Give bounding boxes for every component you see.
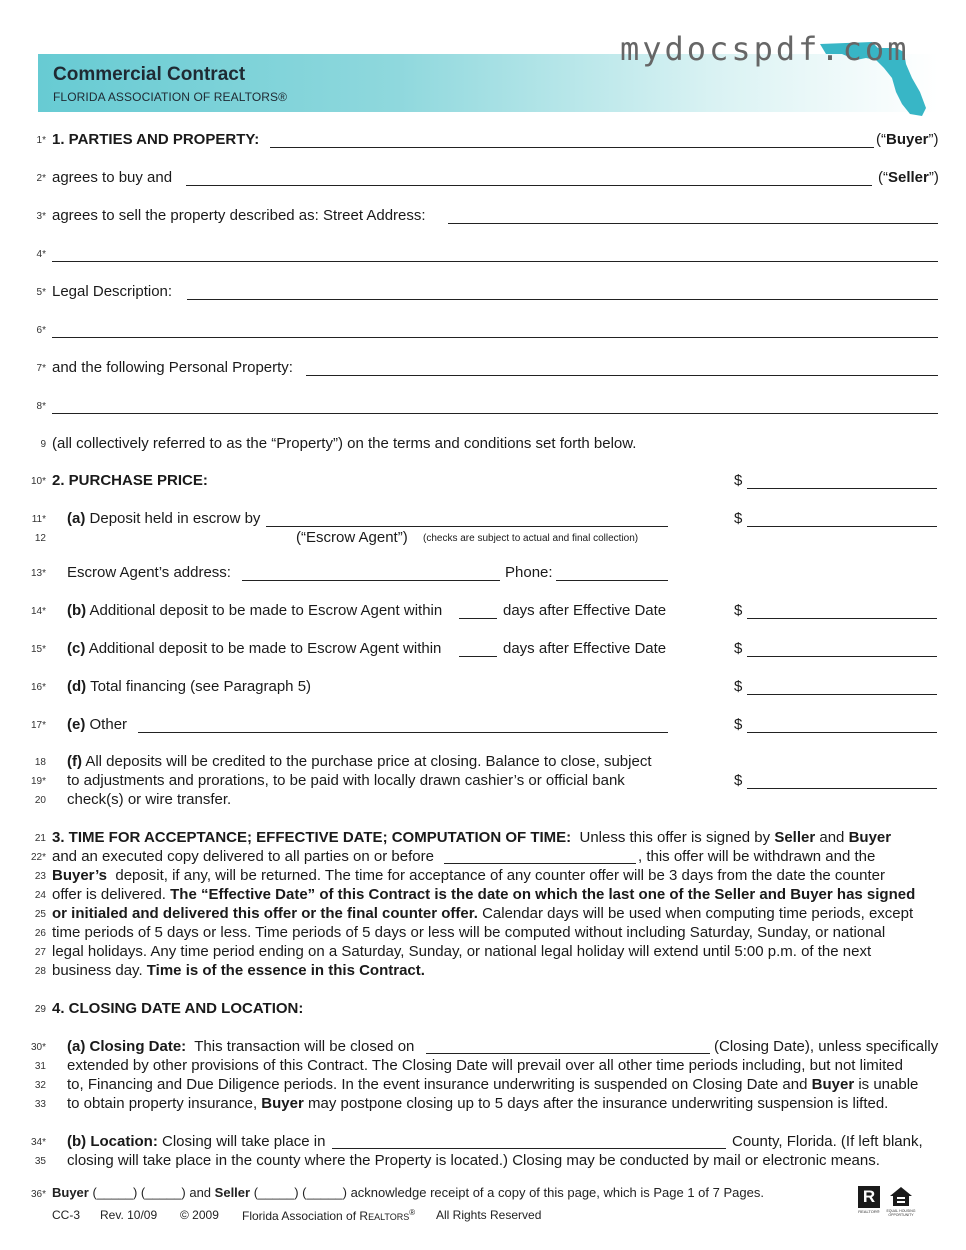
personal-property-field[interactable] xyxy=(306,375,938,376)
total-financing-field[interactable] xyxy=(747,694,937,695)
section-3-line-28: business day. Time is of the essence in this Contract. xyxy=(52,962,425,979)
section-3-line-27: legal holidays. Any time period ending on a Saturday, Sunday, or national legal holiday will extend until 5:00 p.m. of the next xyxy=(52,943,872,960)
line-number: 16* xyxy=(30,682,46,693)
line-9-text: (all collectively referred to as the “Property”) on the terms and conditions set forth below. xyxy=(52,435,637,452)
line-19-text: to adjustments and prorations, to be paid with locally drawn cashier’s or official bank xyxy=(67,772,625,789)
copyright: © 2009 xyxy=(180,1208,219,1222)
line-number: 19* xyxy=(30,776,46,787)
line-number: 14* xyxy=(30,606,46,617)
dollar-sign: $ xyxy=(734,640,743,657)
other-amount-field[interactable] xyxy=(747,732,937,733)
line-3-label: agrees to sell the property described as: Street Address: xyxy=(52,207,426,224)
dollar-sign: $ xyxy=(734,716,743,733)
line-number: 27 xyxy=(34,947,46,958)
line-number: 36* xyxy=(30,1189,46,1200)
buyer-initials-field[interactable]: (_____) (_____) xyxy=(92,1185,186,1200)
closing-county-suffix: County, Florida. (If left blank, xyxy=(732,1133,923,1150)
seller-name-field[interactable] xyxy=(186,185,872,186)
section-3-line-22b: , this offer will be withdrawn and the xyxy=(638,848,876,865)
line-number: 25 xyxy=(34,909,46,920)
line-number: 26 xyxy=(34,928,46,939)
escrow-address-field[interactable] xyxy=(242,580,500,581)
additional-deposit-days-field[interactable] xyxy=(459,618,497,619)
days-after-label: days after Effective Date xyxy=(503,602,667,619)
acceptance-date-field[interactable] xyxy=(444,863,636,864)
seller-initials-field[interactable]: (_____) (_____) xyxy=(253,1185,347,1200)
section-4-line-33: to obtain property insurance, Buyer may postpone closing up to 5 days after the insurance underwriting suspension is lifted. xyxy=(67,1095,889,1112)
line-number: 15* xyxy=(30,644,46,655)
closing-date-suffix: (Closing Date), unless specifically xyxy=(714,1038,939,1055)
line-number: 13* xyxy=(30,568,46,579)
street-address-field[interactable] xyxy=(448,223,938,224)
dollar-sign: $ xyxy=(734,678,743,695)
additional-deposit-amount-field-2[interactable] xyxy=(747,656,937,657)
line-5-label: Legal Description: xyxy=(52,283,173,300)
other-description-field[interactable] xyxy=(138,732,668,733)
line-number: 30* xyxy=(30,1042,46,1053)
line-number: 7* xyxy=(36,363,46,374)
line-number: 10* xyxy=(30,476,46,487)
line-number: 24 xyxy=(34,890,46,901)
realtor-logo-mark: R xyxy=(862,1187,876,1206)
street-address-field-2[interactable] xyxy=(52,261,938,262)
section-4-line-30: (a) Closing Date: This transaction will be closed on xyxy=(67,1038,415,1055)
line-2-label: agrees to buy and xyxy=(52,169,173,186)
line-18-text: (f) All deposits will be credited to the purchase price at closing. Balance to close, subject xyxy=(67,753,652,770)
legal-description-field[interactable] xyxy=(187,299,938,300)
seller-suffix: (“Seller”) xyxy=(878,169,939,186)
organization: Florida Association of REALTORS® xyxy=(242,1208,416,1223)
line-number: 22* xyxy=(30,852,46,863)
escrow-phone-field[interactable] xyxy=(556,580,668,581)
closing-date-field[interactable] xyxy=(426,1053,710,1054)
line-number: 18 xyxy=(34,757,46,768)
line-17-label: (e) Other xyxy=(67,716,128,733)
line-number: 1* xyxy=(36,135,46,146)
line-number: 9 xyxy=(40,439,46,450)
rights-reserved: All Rights Reserved xyxy=(436,1208,542,1222)
section-3-line-23: Buyer’s deposit, if any, will be returned. The time for acceptance of any counter offer will be 3 days from the date the counter xyxy=(52,867,885,884)
equal-housing-caption: EQUAL HOUSING OPPORTUNITY xyxy=(886,1209,916,1217)
initials-acknowledgement: Buyer (_____) (_____) and Seller (_____) (_____) acknowledge receipt of a copy of this page, which is Page 1 of 7 Pages. xyxy=(52,1185,764,1200)
line-number: 4* xyxy=(36,249,46,260)
additional-deposit-amount-field[interactable] xyxy=(747,618,937,619)
line-number: 28 xyxy=(34,966,46,977)
days-after-label: days after Effective Date xyxy=(503,640,667,657)
line-11-label: (a) Deposit held in escrow by xyxy=(67,510,261,527)
checks-note: (checks are subject to actual and final collection) xyxy=(423,533,639,544)
line-number: 5* xyxy=(36,287,46,298)
section-4-heading: 4. CLOSING DATE AND LOCATION: xyxy=(52,1000,304,1017)
section-4-line-35: closing will take place in the county where the Property is located.) Closing may be conducted by mail or electronic means. xyxy=(67,1152,880,1169)
realtor-logo xyxy=(858,1186,880,1208)
section-3-line-24: offer is delivered. The “Effective Date” of this Contract is the date on which the last one of the Seller and Buyer has signed xyxy=(52,886,916,903)
line-number: 11* xyxy=(31,514,46,525)
legal-description-field-2[interactable] xyxy=(52,337,938,338)
closing-county-field[interactable] xyxy=(332,1148,726,1149)
line-number: 31 xyxy=(34,1061,46,1072)
section-3-line-22: and an executed copy delivered to all parties on or before xyxy=(52,848,434,865)
section-4-line-34: (b) Location: Closing will take place in xyxy=(67,1133,326,1150)
section-3-line-25: or initialed and delivered this offer or the final counter offer. Calendar days will be used when computing time periods, except xyxy=(52,905,914,922)
dollar-sign: $ xyxy=(734,472,743,489)
escrow-agent-label: (“Escrow Agent”) xyxy=(296,529,408,546)
line-number: 6* xyxy=(36,325,46,336)
additional-deposit-days-field-2[interactable] xyxy=(459,656,497,657)
buyer-name-field[interactable] xyxy=(270,147,874,148)
line-20-text: check(s) or wire transfer. xyxy=(67,791,232,808)
deposit-amount-field[interactable] xyxy=(747,526,937,527)
watermark: mydocspdf.com xyxy=(620,30,910,68)
line-number: 21 xyxy=(34,833,46,844)
section-1-heading: 1. PARTIES AND PROPERTY: xyxy=(52,131,260,148)
line-number: 34* xyxy=(30,1137,46,1148)
line-number: 20 xyxy=(34,795,46,806)
line-number: 8* xyxy=(36,401,46,412)
dollar-sign: $ xyxy=(734,510,743,527)
form-title: Commercial Contract xyxy=(53,64,246,85)
line-16-label: (d) Total financing (see Paragraph 5) xyxy=(67,678,312,695)
purchase-price-field[interactable] xyxy=(747,488,937,489)
line-number: 23 xyxy=(34,871,46,882)
realtor-caption: REALTOR® xyxy=(858,1209,880,1214)
line-number: 33 xyxy=(34,1099,46,1110)
phone-label: Phone: xyxy=(505,564,553,581)
section-3-line-26: time periods of 5 days or less. Time periods of 5 days or less will be computed without including Saturday, Sunday, or national xyxy=(52,924,886,941)
line-number: 3* xyxy=(36,211,46,222)
dollar-sign: $ xyxy=(734,602,743,619)
form-subtitle: FLORIDA ASSOCIATION OF REALTORS® xyxy=(53,90,288,104)
section-2-heading: 2. PURCHASE PRICE: xyxy=(52,472,208,489)
line-number: 32 xyxy=(34,1080,46,1091)
line-number: 2* xyxy=(36,173,46,184)
line-number: 17* xyxy=(30,720,46,731)
dollar-sign: $ xyxy=(734,772,743,789)
line-15-label: (c) Additional deposit to be made to Escrow Agent within xyxy=(67,640,442,657)
line-7-label: and the following Personal Property: xyxy=(52,359,293,376)
personal-property-field-2[interactable] xyxy=(52,413,938,414)
section-4-line-32: to, Financing and Due Diligence periods. In the event insurance underwriting is suspended on Closing Date and Buyer is unable xyxy=(67,1076,919,1093)
line-14-label: (b) Additional deposit to be made to Escrow Agent within xyxy=(67,602,443,619)
revision: Rev. 10/09 xyxy=(100,1208,158,1222)
buyer-suffix: (“Buyer”) xyxy=(876,131,939,148)
line-number: 29 xyxy=(34,1004,46,1015)
section-3-line-21: 3. TIME FOR ACCEPTANCE; EFFECTIVE DATE; COMPUTATION OF TIME: Unless this offer is signed by Seller and Buyer xyxy=(52,829,892,846)
line-number: 35 xyxy=(34,1156,46,1167)
balance-to-close-field[interactable] xyxy=(747,788,937,789)
escrow-address-label: Escrow Agent’s address: xyxy=(67,564,231,581)
escrow-agent-field[interactable] xyxy=(266,526,668,527)
equal-housing-icon xyxy=(888,1186,914,1208)
form-id: CC-3 xyxy=(52,1208,81,1222)
line-number: 12 xyxy=(34,533,46,544)
section-4-line-31: extended by other provisions of this Contract. The Closing Date will prevail over all other time periods including, but not limited xyxy=(67,1057,903,1074)
